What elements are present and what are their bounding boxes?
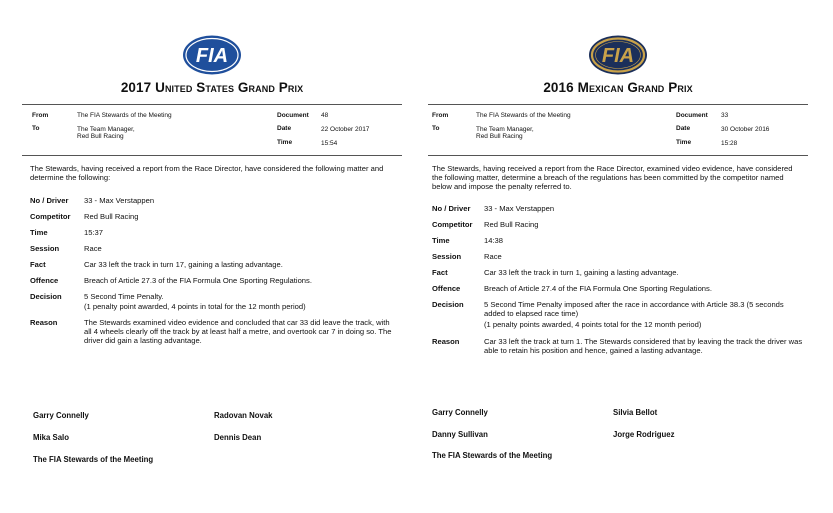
driver-label: No / Driver [30,196,69,205]
fact-value: Car 33 left the track in turn 1, gaining a lasting advantage. [484,268,679,277]
divider [22,104,402,105]
date-value: 30 October 2016 [721,126,770,133]
fia-logo-icon [587,34,649,76]
document-label: Document [676,112,708,119]
date-value: 22 October 2017 [321,126,370,133]
divider [22,155,402,156]
steward-signature: Silvia Bellot [613,408,658,417]
time-row-label: Time [30,228,48,237]
decision-label: Decision [432,300,464,309]
driver-label: No / Driver [432,204,471,213]
decision-points: (1 penalty points awarded, 4 points total for the 12 month period) [484,320,702,329]
steward-signature: Garry Connelly [432,408,488,417]
to-value-line-1: The Team Manager, [77,126,135,133]
time-value: 15:54 [321,140,338,147]
reason-label: Reason [432,337,460,346]
document-value: 33 [721,112,729,119]
offence-label: Offence [432,284,461,293]
to-label: To [432,125,440,132]
logo-text: FIA [195,45,229,67]
time-label: Time [676,139,692,146]
reason-label: Reason [30,318,58,327]
competitor-label: Competitor [432,220,473,229]
document-value: 48 [321,112,329,119]
steward-signature: Danny Sullivan [432,430,488,439]
time-row-value: 14:38 [484,236,504,245]
session-label: Session [432,252,462,261]
from-label: From [32,112,49,119]
stewards-footer: The FIA Stewards of the Meeting [432,451,553,460]
stewards-decision-2017 [22,0,402,513]
from-value: The FIA Stewards of the Meeting [476,112,571,119]
offence-value: Breach of Article 27.4 of the FIA Formula One Sporting Regulations. [484,284,712,293]
session-label: Session [30,244,60,253]
competitor-value: Red Bull Racing [484,220,539,229]
offence-label: Offence [30,276,59,285]
intro-text: The Stewards, having received a report from the Race Director, have considered the following matter and determine the following: [30,164,384,182]
steward-signature: Jorge Rodriguez [613,430,675,439]
offence-value: Breach of Article 27.3 of the FIA Formula One Sporting Regulations. [84,276,312,285]
decision-value: 5 Second Time Penalty imposed after the race in accordance with Article 38.3 (5 seconds added to elapsed race time) [484,300,784,318]
steward-signature: Radovan Novak [214,411,273,420]
reason-value: Car 33 left the track at turn 1. The Stewards considered that by leaving the track the driver was able to retain his position and hence, gained a lasting advantage. [484,337,803,355]
fact-value: Car 33 left the track in turn 17, gaining a lasting advantage. [84,260,283,269]
steward-signature: Garry Connelly [33,411,89,420]
fact-label: Fact [30,260,46,269]
logo-text: FIA [601,45,635,67]
stewards-footer: The FIA Stewards of the Meeting [33,455,154,464]
decision-value: 5 Second Time Penalty. [84,292,164,301]
reason-value: The Stewards examined video evidence and concluded that car 33 did leave the track, with all 4 wheels clearly off the track by at least half a metre, and overtook car 7 in doing so. The driver did gain a lasting advantage. [84,318,392,345]
steward-signature: Dennis Dean [214,433,262,442]
driver-value: 33 - Max Verstappen [84,196,155,205]
session-value: Race [484,252,502,261]
to-label: To [32,125,40,132]
date-label: Date [676,125,691,132]
competitor-label: Competitor [30,212,71,221]
to-value-line-1: The Team Manager, [476,126,534,133]
time-label: Time [277,139,293,146]
document-label: Document [277,112,309,119]
intro-text: The Stewards, having received a report from the Race Director, examined video evidence, have considered the following matter, determine a breach of the regulations has been committed by the competitor named below and impose the penalty referred to. [432,164,793,191]
divider [428,104,808,105]
divider [428,155,808,156]
stewards-decision-2016 [428,0,808,513]
page-title: 2017 United States Grand Prix [120,80,304,95]
time-row-value: 15:37 [84,228,104,237]
session-value: Race [84,244,102,253]
to-value-line-2: Red Bull Racing [77,133,124,140]
competitor-value: Red Bull Racing [84,212,139,221]
page-title: 2016 Mexican Grand Prix [543,80,693,95]
from-value: The FIA Stewards of the Meeting [77,112,172,119]
time-value: 15:28 [721,140,738,147]
steward-signature: Mika Salo [33,433,69,442]
from-label: From [432,112,449,119]
fact-label: Fact [432,268,448,277]
time-row-label: Time [432,236,450,245]
decision-label: Decision [30,292,62,301]
date-label: Date [277,125,292,132]
driver-value: 33 - Max Verstappen [484,204,555,213]
to-value-line-2: Red Bull Racing [476,133,523,140]
fia-logo-icon [181,34,243,76]
decision-points: (1 penalty point awarded, 4 points in total for the 12 month period) [84,302,306,311]
